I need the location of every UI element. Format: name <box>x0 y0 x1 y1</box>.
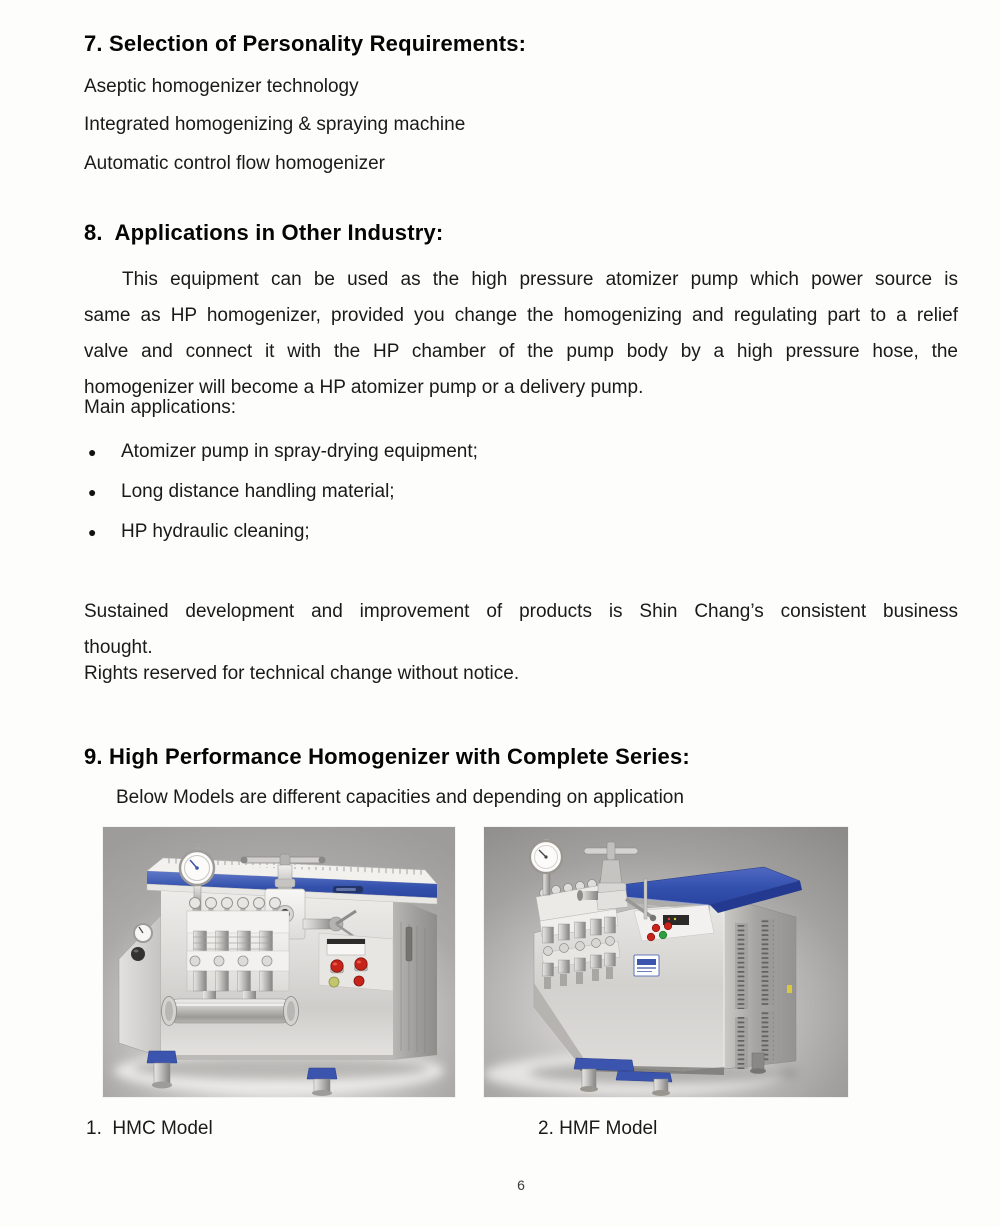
list-item-text: Long distance handling material; <box>121 481 395 502</box>
list-item-text: Atomizer pump in spray-drying equipment; <box>121 441 478 462</box>
section9-heading: 9. High Performance Homogenizer with Complete Series: <box>84 744 690 769</box>
bullet-icon: ● <box>88 484 97 500</box>
model-caption-hmc: 1. HMC Model <box>86 1118 213 1139</box>
applications-list <box>84 432 784 552</box>
paragraph-line: thought. <box>84 637 153 658</box>
section9-subtitle: Below Models are different capacities and depending on application <box>116 787 684 808</box>
rights-note: Rights reserved for technical change without notice. <box>84 663 520 684</box>
paragraph-line: This equipment can be used as the high pressure atomizer pump which power source is <box>122 269 958 290</box>
paragraph-line: valve and connect it with the HP chamber of the pump body by a high pressure hose, the <box>84 341 958 362</box>
list-item <box>84 512 784 552</box>
section7-item-2: Integrated homogenizing & spraying machine <box>84 114 466 135</box>
paragraph-line: homogenizer will become a HP atomizer pump or a delivery pump. <box>84 377 644 398</box>
paragraph-line: same as HP homogenizer, provided you change the homogenizing and regulating part to a relief <box>84 305 958 326</box>
section8-paragraph <box>84 262 958 406</box>
hmc-machine-illustration <box>103 827 455 1097</box>
hmc-homogenizer-photo <box>103 827 455 1097</box>
section7-item-1: Aseptic homogenizer technology <box>84 76 359 97</box>
hmf-homogenizer-photo <box>484 827 848 1097</box>
section7-heading: 7. Selection of Personality Requirements: <box>84 31 527 56</box>
bullet-icon: ● <box>88 524 97 540</box>
list-item <box>84 432 784 472</box>
list-item-text: HP hydraulic cleaning; <box>121 521 310 542</box>
model-caption-hmf: 2. HMF Model <box>538 1118 658 1139</box>
section7-item-3: Automatic control flow homogenizer <box>84 153 385 174</box>
list-item <box>84 472 784 512</box>
main-applications-label: Main applications: <box>84 397 237 418</box>
hmf-machine-illustration <box>484 827 848 1097</box>
bullet-icon: ● <box>88 444 97 460</box>
paragraph-line: Sustained development and improvement of products is Shin Chang’s consistent business <box>84 601 958 622</box>
page-number: 6 <box>517 1177 525 1193</box>
closing-paragraph <box>84 594 958 666</box>
section8-heading: 8. Applications in Other Industry: <box>84 220 444 245</box>
